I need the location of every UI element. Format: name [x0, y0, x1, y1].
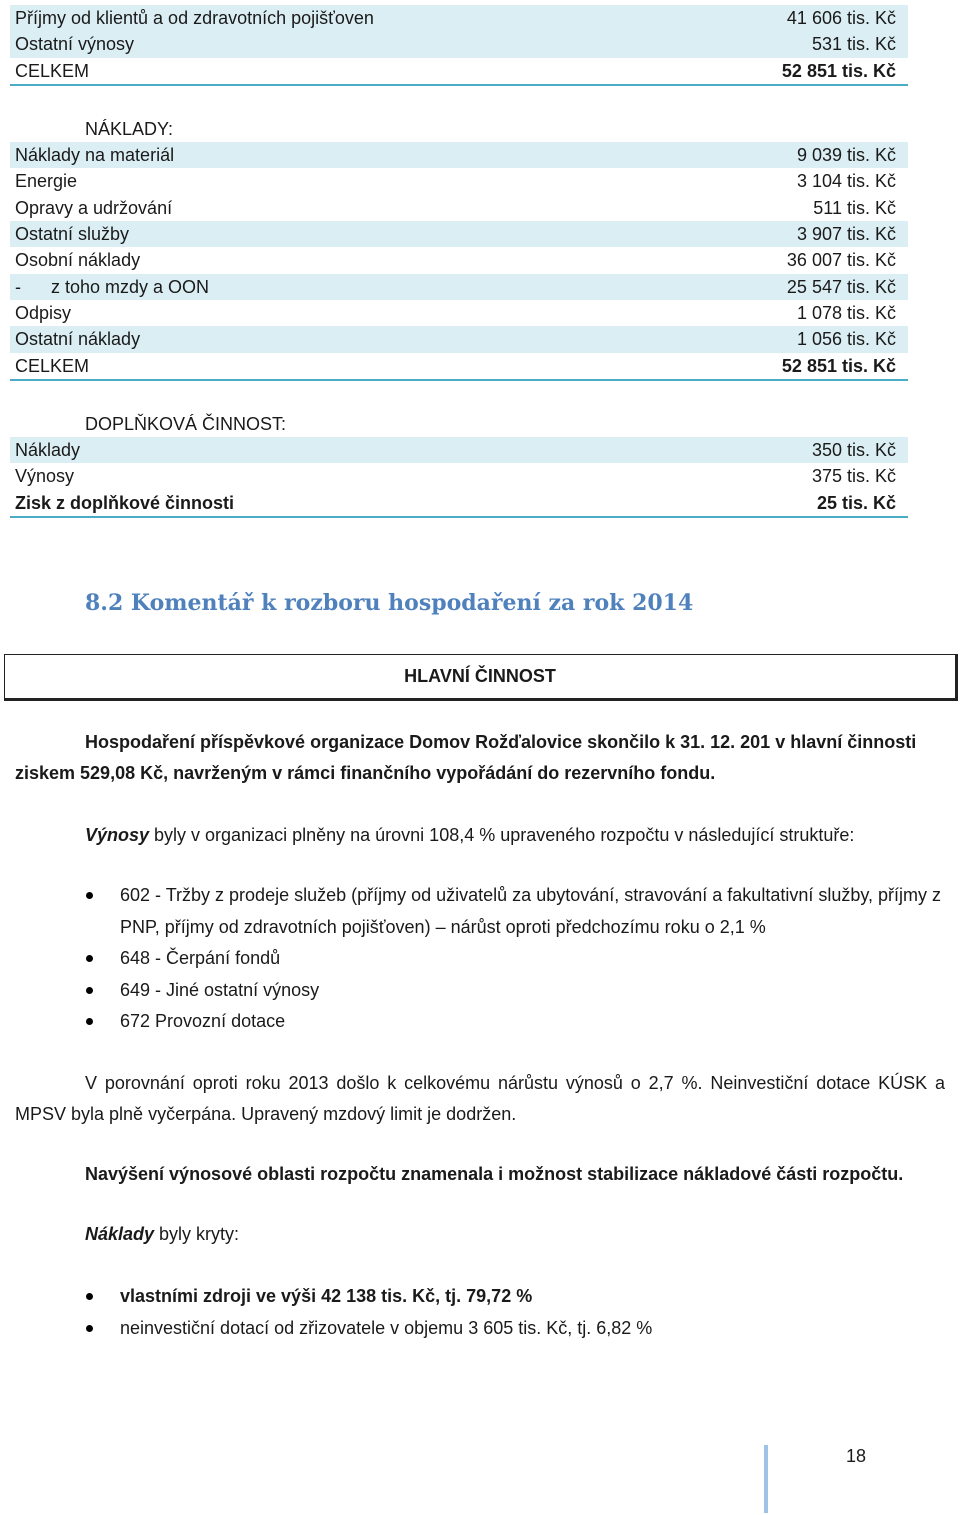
costs-text: byly kryty: [154, 1224, 240, 1244]
row-value: 1 078 tis. Kč [796, 302, 896, 323]
costs-list [85, 1281, 945, 1344]
costs-heading-row [10, 116, 908, 142]
comparison-paragraph: V porovnání oproti roku 2013 došlo k celkovému nárůstu výnosů o 2,7 %. Neinvestiční dotace KÚSK a MPSV byla plně vyčerpána. Upravený mzdový limit je dodržen. [15, 1073, 945, 1124]
row-value: 531 tis. Kč [811, 34, 896, 55]
page-number: 18 [846, 1446, 867, 1466]
row-label: CELKEM [15, 355, 90, 376]
table-row [10, 463, 908, 489]
row-value: 36 007 tis. Kč [786, 250, 896, 271]
list-item: neinvestiční dotací od zřizovatele v objemu 3 605 tis. Kč, tj. 6,82 % [85, 1313, 945, 1345]
row-label: Ostatní služby [15, 224, 130, 245]
table-row [10, 221, 908, 247]
side-total-row [10, 490, 908, 518]
row-value: 52 851 tis. Kč [781, 355, 896, 376]
row-value: 375 tis. Kč [811, 466, 896, 487]
section-heading: NÁKLADY: [85, 118, 174, 139]
section-heading: 8.2 Komentář k rozboru hospodaření za rok 2014 [85, 590, 694, 616]
row-value: 1 056 tis. Kč [796, 329, 896, 350]
table-row [10, 300, 908, 326]
table-row [10, 142, 908, 168]
list-item: 649 - Jiné ostatní výnosy [85, 975, 945, 1007]
side-heading-row [10, 411, 908, 437]
costs-total-row [10, 353, 908, 381]
table-row [10, 5, 908, 31]
section-heading: DOPLŇKOVÁ ČINNOST: [85, 413, 287, 434]
costs-paragraph [15, 1219, 945, 1250]
row-value: 511 tis. Kč [813, 197, 896, 218]
row-value: 52 851 tis. Kč [781, 60, 896, 81]
table-row [10, 195, 908, 221]
row-label: Zisk z doplňkové činnosti [15, 492, 235, 513]
revenue-emphasis: Výnosy [85, 825, 150, 845]
income-total-row [10, 58, 908, 86]
row-label: - z toho mzdy a OON [15, 276, 210, 297]
table-row [10, 247, 908, 273]
row-value: 25 547 tis. Kč [786, 276, 896, 297]
row-label: Ostatní výnosy [15, 34, 135, 55]
table-row [10, 31, 908, 57]
row-label: Osobní náklady [15, 250, 141, 271]
row-label: Opravy a udržování [15, 197, 173, 218]
row-value: 3 907 tis. Kč [796, 224, 896, 245]
costs-emphasis: Náklady [85, 1224, 155, 1244]
row-value: 9 039 tis. Kč [796, 145, 896, 166]
row-label: Příjmy od klientů a od zdravotních pojišťoven [15, 8, 374, 28]
table-row [10, 274, 908, 300]
row-value: 3 104 tis. Kč [796, 171, 896, 192]
row-label: Ostatní náklady [15, 329, 141, 350]
row-label: Výnosy [15, 466, 75, 487]
table-row [10, 326, 908, 352]
row-value: 25 tis. Kč [816, 492, 896, 513]
table-row [10, 437, 908, 463]
row-label: Odpisy [15, 302, 72, 323]
list-item: 602 - Tržby z prodeje služeb (příjmy od uživatelů za ubytování, stravování a fakultativní služby, příjmy z PNP, příjmy od zdravotních pojišťoven) – nárůst oproti předchozímu roku o 2,1 % [85, 880, 945, 943]
row-value: 41 606 tis. Kč [786, 8, 896, 28]
row-label: CELKEM [15, 60, 90, 81]
result-paragraph: Hospodaření příspěvkové organizace Domov Rožďalovice skončilo k 31. 12. 201 v hlavní činnosti ziskem 529,08 Kč, navrženým v rámci finančního vypořádání do rezervního fondu. [15, 732, 917, 783]
row-value: 350 tis. Kč [811, 440, 896, 461]
main-activity-box [4, 654, 958, 701]
revenue-paragraph [15, 820, 945, 851]
financial-summary-table [10, 5, 908, 518]
table-row [10, 168, 908, 194]
revenue-text: byly v organizaci plněny na úrovni 108,4 % upraveného rozpočtu v následující struktuře: [149, 825, 855, 845]
stabilization-paragraph: Navýšení výnosové oblasti rozpočtu znamenala i možnost stabilizace nákladové části rozpočtu. [85, 1164, 904, 1184]
list-item: vlastními zdroji ve výši 42 138 tis. Kč, tj. 79,72 % [85, 1281, 945, 1313]
page-number-rule [764, 1445, 768, 1513]
revenue-list [85, 880, 945, 1038]
list-item: 672 Provozní dotace [85, 1006, 945, 1038]
row-label: Náklady na materiál [15, 145, 175, 166]
row-label: Energie [15, 171, 78, 192]
row-label: Náklady [15, 440, 81, 461]
list-item: 648 - Čerpání fondů [85, 943, 945, 975]
box-title: HLAVNÍ ČINNOST [404, 666, 556, 686]
